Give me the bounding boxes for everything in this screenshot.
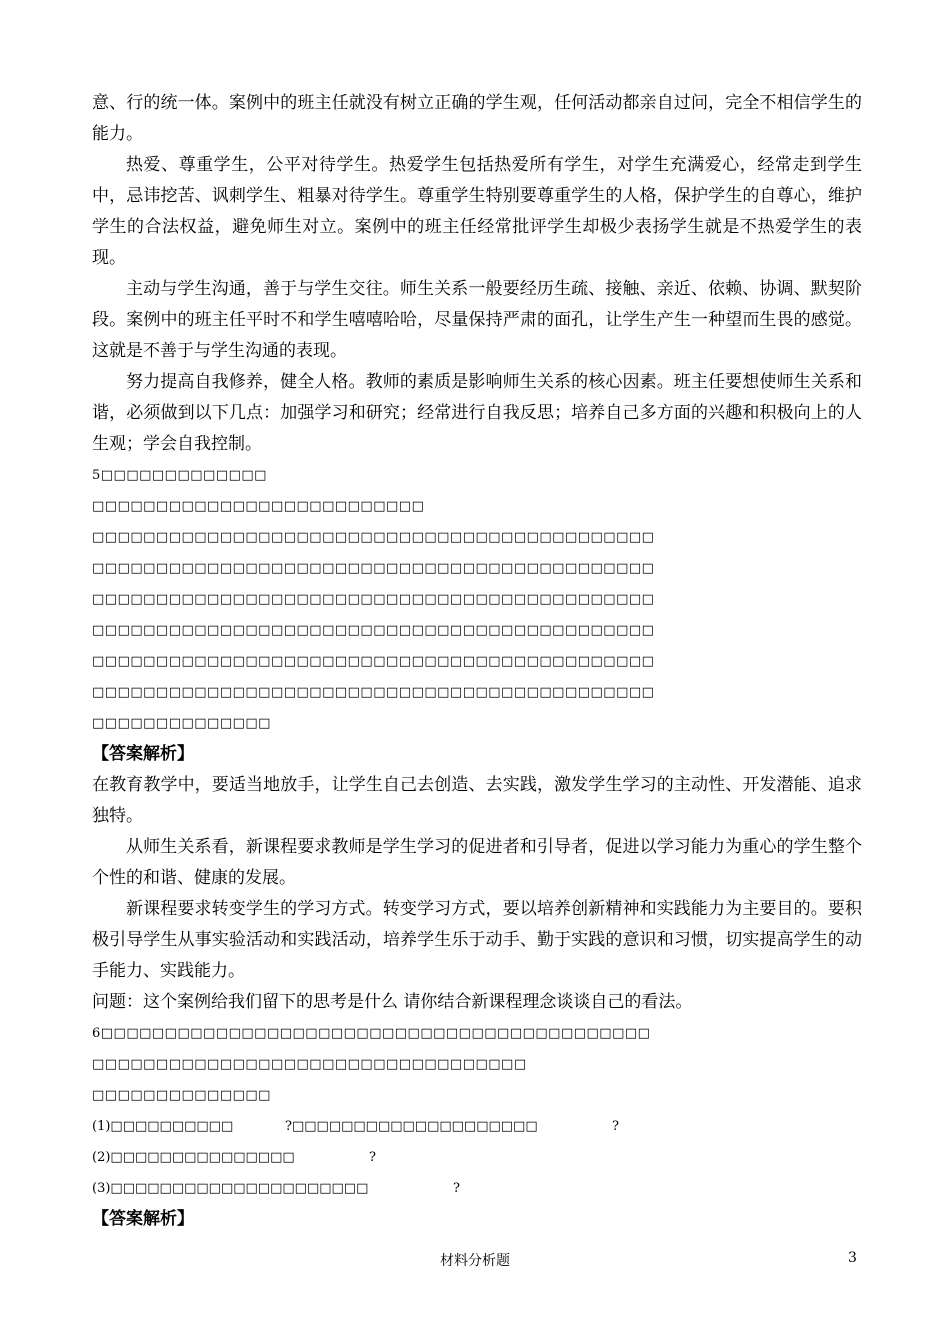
garbled-block-question-5 [92, 460, 862, 739]
answer-heading: 【答案解析】 [92, 1209, 194, 1229]
garbled-line: □□□□□□□□□□□□□□□□□□□□□□□□□□□□□□□□□□ [92, 1057, 527, 1072]
answer-paragraph: 在教育教学中，要适当地放手，让学生自己去创造、去实践，激发学生学习的主动性、开发潜能、追求独特。 [92, 775, 862, 826]
garbled-line: □□□□□□□□□□□□□□□□□□□□□□□□□□□□□□□□□□□□□□□□□□□□ [92, 685, 655, 700]
garbled-line: □□□□□□□□□□□□□□□□□□□□□□□□□□□□□□□□□□□□□□□□□□□□ [92, 592, 655, 607]
sub-question-3 [92, 1173, 862, 1204]
sub-question-mark: ? [369, 1150, 376, 1165]
paragraph-communication: 主动与学生沟通，善于与学生交往。师生关系一般要经历生疏、接触、亲近、依赖、协调、默契阶段。案例中的班主任平时不和学生嘻嘻哈哈，尽量保持严肃的面孔，让学生产生一种望而生畏的感觉。这就是不善于与学生沟通的表现。 [92, 279, 862, 361]
garbled-line: □□□□□□□□□□□□□□□□□□□□□□□□□□□□□□□□□□□□□□□□□□□□ [92, 530, 655, 545]
garbled-block-question-6 [92, 1018, 862, 1111]
garbled-line: □□□□□□□□□□□□□□ [92, 716, 271, 731]
sub-question-text: (3)□□□□□□□□□□□□□□□□□□□□□ [92, 1181, 369, 1196]
garbled-line: □□□□□□□□□□□□□□□□□□□□□□□□□□□□□□□□□□□□□□□□□□□□ [92, 623, 655, 638]
page-number: 3 [848, 1250, 857, 1266]
sub-question-text: ?□□□□□□□□□□□□□□□□□□□□ [285, 1119, 538, 1134]
sub-questions [92, 1111, 862, 1204]
garbled-line: 6□□□□□□□□□□□□□□□□□□□□□□□□□□□□□□□□□□□□□□□□□□□ [92, 1026, 651, 1041]
answer-heading: 【答案解析】 [92, 744, 194, 764]
paragraph-love-respect: 热爱、尊重学生，公平对待学生。热爱学生包括热爱所有学生，对学生充满爱心，经常走到学生中，忌讳挖苦、讽刺学生、粗暴对待学生。尊重学生特别要尊重学生的人格，保护学生的自尊心，维护学生的合法权益，避免师生对立。案例中的班主任经常批评学生却极少表扬学生就是不热爱学生的表现。 [92, 155, 862, 268]
garbled-line: 5□□□□□□□□□□□□□ [92, 468, 267, 483]
page-content [92, 88, 862, 1235]
answer-paragraph: 新课程要求转变学生的学习方式。转变学习方式，要以培养创新精神和实践能力为主要目的。要积极引导学生从事实验活动和实践活动，培养学生乐于动手、勤于实践的意识和习惯，切实提高学生的动手能力、实践能力。 [92, 899, 862, 981]
sub-question-2 [92, 1142, 862, 1173]
garbled-line: □□□□□□□□□□□□□□ [92, 1088, 271, 1103]
sub-question-1 [92, 1111, 862, 1142]
garbled-line: □□□□□□□□□□□□□□□□□□□□□□□□□□□□□□□□□□□□□□□□□□□□ [92, 654, 655, 669]
paragraph-continuation: 意、行的统一体。案例中的班主任就没有树立正确的学生观，任何活动都亲自过问，完全不相信学生的能力。 [92, 93, 862, 144]
answer-paragraph: 从师生关系看，新课程要求教师是学生学习的促进者和引导者，促进以学习能力为重心的学生整个个性的和谐、健康的发展。 [92, 837, 862, 888]
garbled-line: □□□□□□□□□□□□□□□□□□□□□□□□□□□□□□□□□□□□□□□□□□□□ [92, 561, 655, 576]
sub-question-text: (1)□□□□□□□□□□ [92, 1119, 234, 1134]
question-line: 问题：这个案例给我们留下的思考是什么 请你结合新课程理念谈谈自己的看法。 [92, 992, 693, 1012]
paragraph-self-cultivation: 努力提高自我修养，健全人格。教师的素质是影响师生关系的核心因素。班主任要想使师生关系和谐，必须做到以下几点：加强学习和研究；经常进行自我反思；培养自己多方面的兴趣和积极向上的人生观；学会自我控制。 [92, 372, 862, 454]
sub-question-mark: ? [453, 1181, 460, 1196]
footer-title: 材料分析题 [440, 1253, 510, 1269]
sub-question-text: (2)□□□□□□□□□□□□□□□ [92, 1150, 295, 1165]
garbled-line: □□□□□□□□□□□□□□□□□□□□□□□□□□ [92, 499, 425, 514]
sub-question-mark: ? [612, 1119, 619, 1134]
